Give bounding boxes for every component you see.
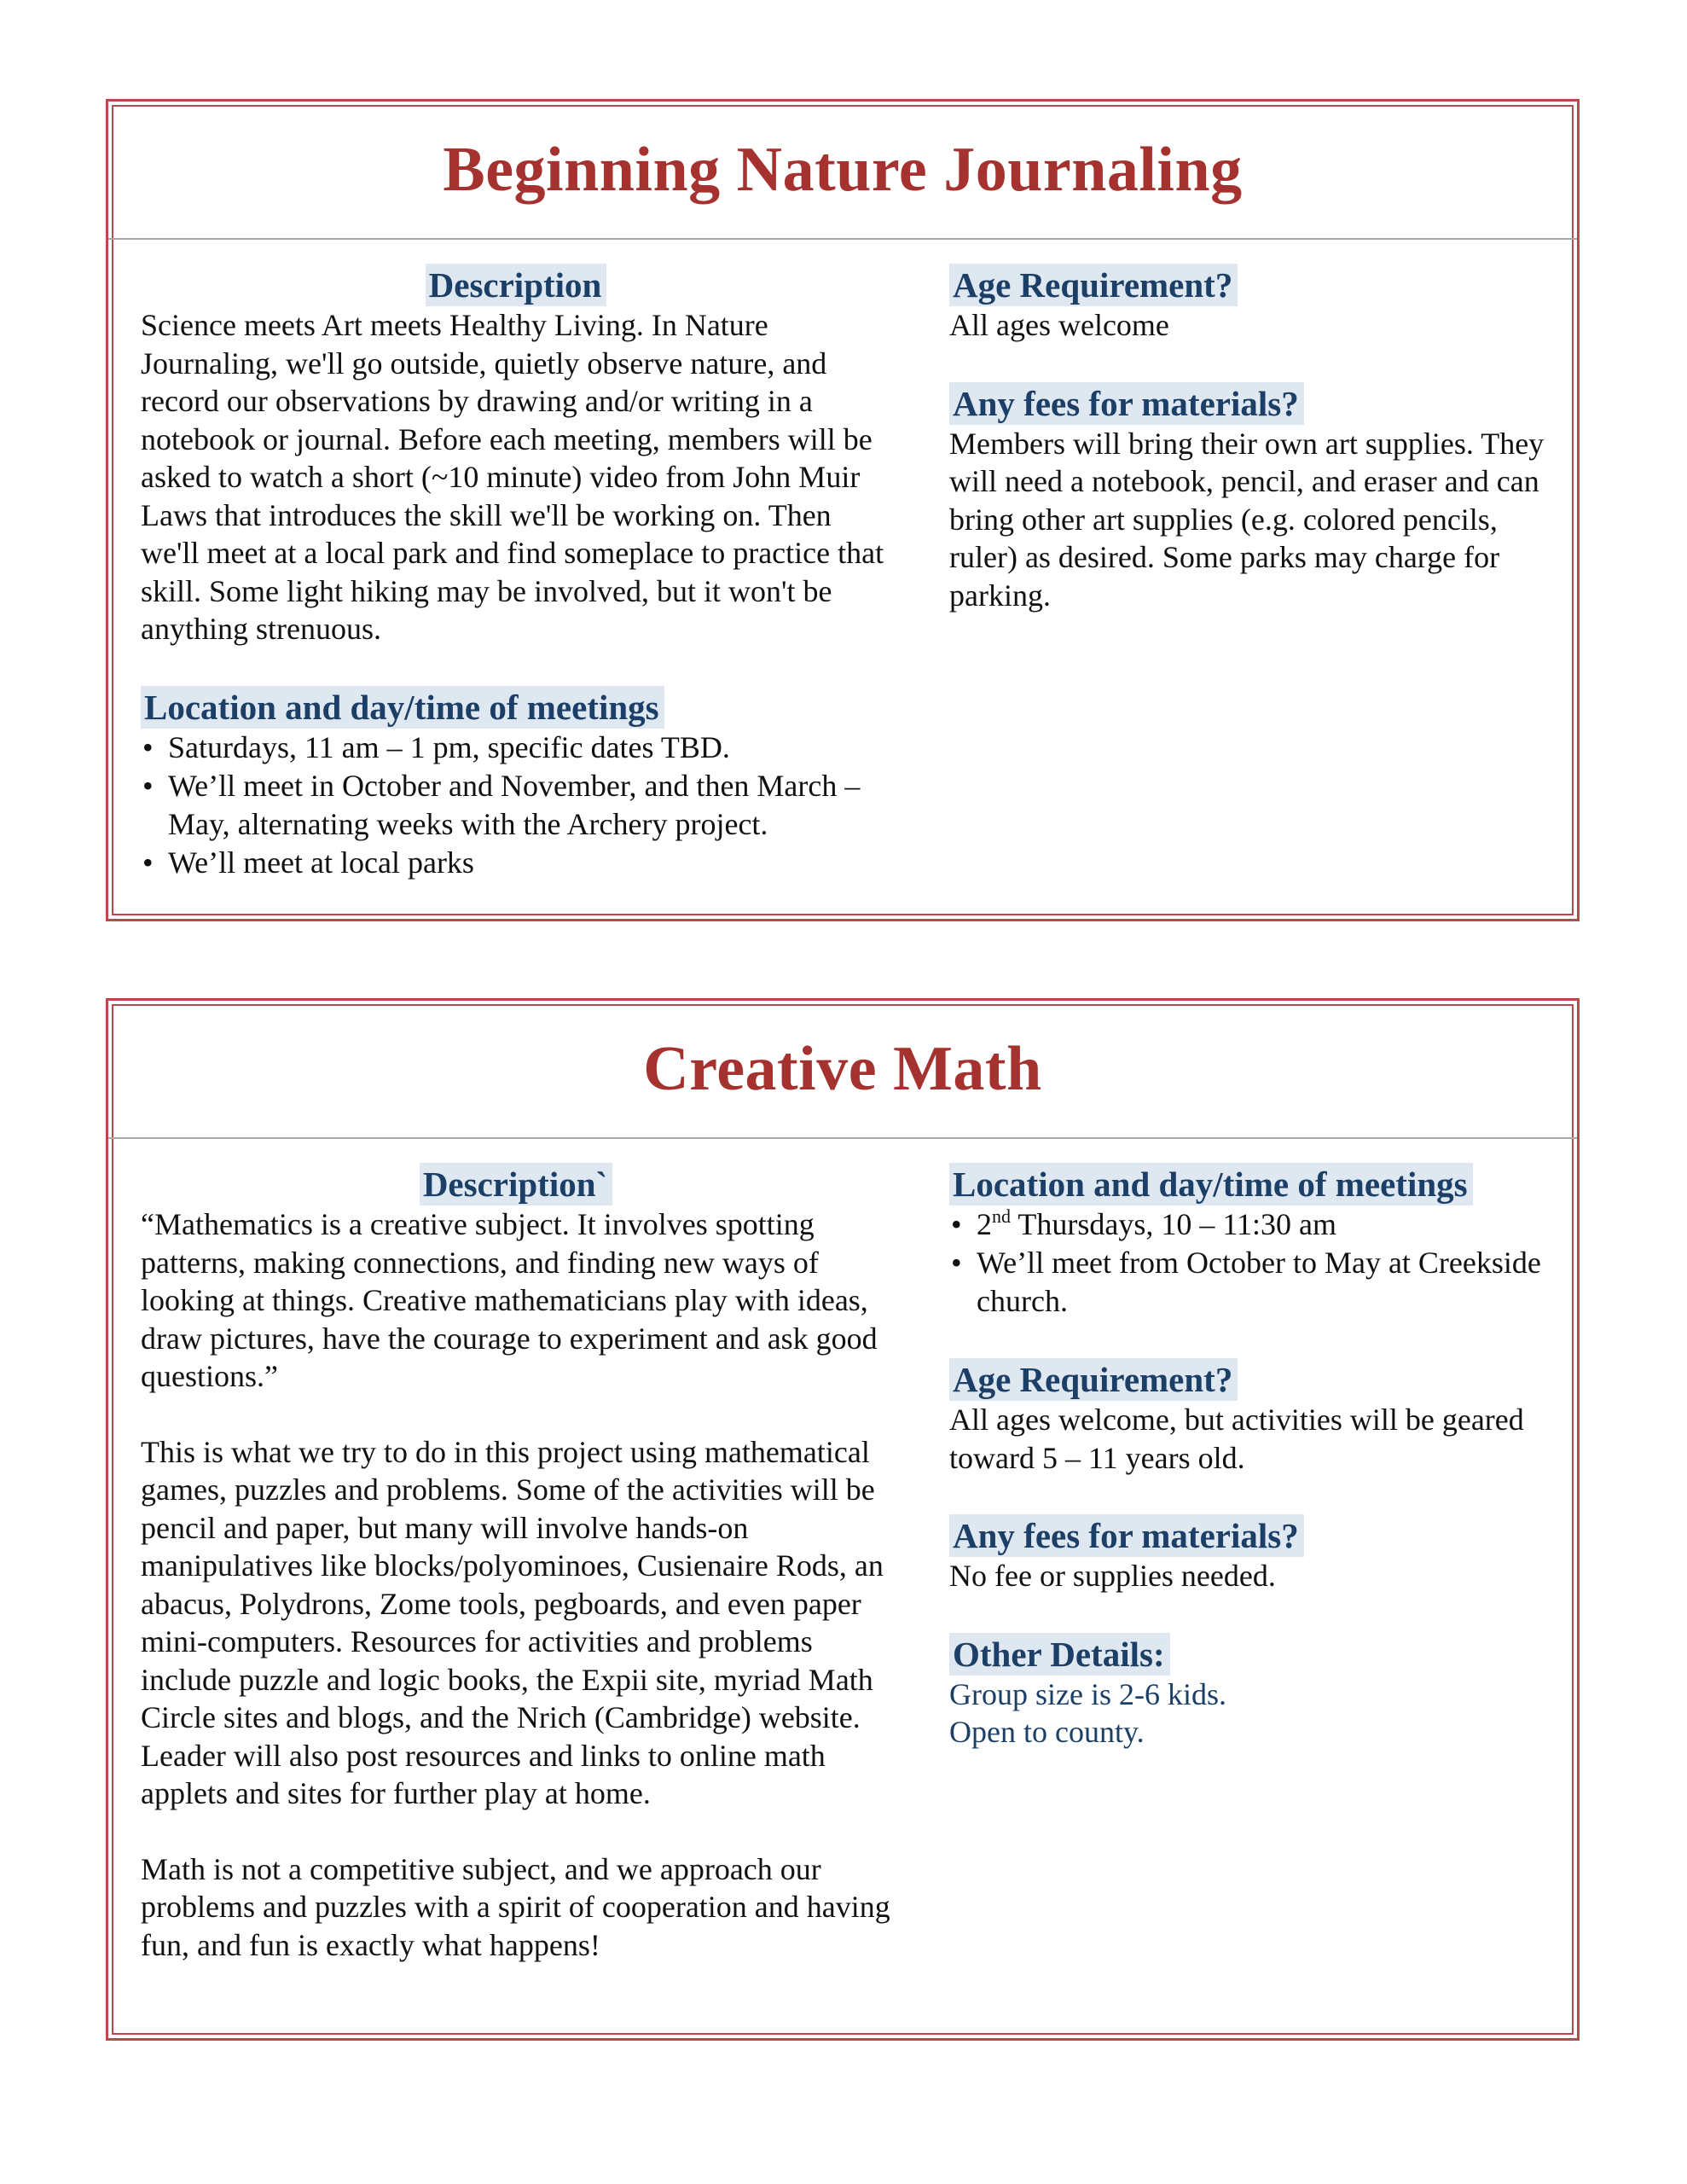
bullet-icon: • xyxy=(951,1207,962,1241)
bullet-icon: • xyxy=(142,729,154,764)
bullet-icon: • xyxy=(142,768,154,803)
card-title: Creative Math xyxy=(643,1033,1042,1104)
other-details-heading: Other Details: xyxy=(949,1633,1170,1676)
card-header xyxy=(108,1001,1577,1139)
age-heading: Age Requirement? xyxy=(949,1358,1238,1401)
left-column xyxy=(141,1163,891,1964)
other-details-line-2: Open to county. xyxy=(949,1715,1145,1749)
description-heading: Description` xyxy=(420,1163,612,1205)
bullet-icon: • xyxy=(142,845,154,880)
age-heading: Age Requirement? xyxy=(949,264,1238,306)
left-column xyxy=(141,264,891,882)
description-paragraph-1: “Mathematics is a creative subject. It involves spotting patterns, making connections, and finding new ways of looking at things. Creative mathematicians play with ideas, draw pictures, have the courage to experiment and ask good questions.” xyxy=(141,1207,878,1393)
card-header xyxy=(108,102,1577,240)
age-text: All ages welcome xyxy=(949,308,1169,342)
bullet-icon: • xyxy=(951,1246,962,1280)
location-list xyxy=(141,729,891,882)
description-paragraph-3: Math is not a competitive subject, and we approach our problems and puzzles with a spirit of cooperation and having fun, and fun is exactly what happens! xyxy=(141,1851,890,1962)
project-card-creative-math xyxy=(106,998,1580,2041)
card-title: Beginning Nature Journaling xyxy=(443,134,1243,205)
other-details-line-1: Group size is 2-6 kids. xyxy=(949,1676,1226,1711)
location-list xyxy=(949,1205,1563,1321)
list-item: • We’ll meet from October to May at Creekside church. xyxy=(951,1246,1541,1318)
fees-text: Members will bring their own art supplies. They will need a notebook, pencil, and eraser and can bring other art supplies (e.g. colored pencils, ruler) as desired. Some parks may charge for parking. xyxy=(949,426,1545,613)
description-paragraph-2: This is what we try to do in this project using mathematical games, puzzles and problems. Some of the activities will be pencil and paper, but many will involve hands-on manipulatives like blocks/polyominoes, Cusienaire Rods, an abacus, Polydrons, Zome tools, pegboards, and even paper mini-computers. Resources for activities and problems include puzzle and logic books, the Expii site, myriad Math Circle sites and blogs, and the Nrich (Cambridge) website. Leader will also post resources and links to online math applets and sites for further play at home. xyxy=(141,1434,884,1810)
right-column xyxy=(949,1163,1563,1751)
fees-heading: Any fees for materials? xyxy=(949,1514,1304,1557)
project-card-nature-journaling xyxy=(106,99,1580,921)
description-text: Science meets Art meets Healthy Living. In Nature Journaling, we'll go outside, quietly observe nature, and record our observations by drawing and/or writing in a notebook or journal. Before each meeting, members will be asked to watch a short (~10 minute) video from John Muir Laws that introduces the skill we'll be working on. Then we'll meet at a local park and find someplace to practice that skill. Some light hiking may be involved, but it won't be anything strenuous. xyxy=(141,308,884,646)
list-item: • 2nd Thursdays, 10 – 11:30 am xyxy=(949,1205,1563,1244)
age-text: All ages welcome, but activities will be geared toward 5 – 11 years old. xyxy=(949,1403,1524,1475)
fees-heading: Any fees for materials? xyxy=(949,382,1304,425)
location-heading: Location and day/time of meetings xyxy=(141,686,664,729)
location-heading: Location and day/time of meetings xyxy=(949,1163,1473,1205)
list-item: • We’ll meet at local parks xyxy=(141,844,891,882)
description-heading: Description xyxy=(426,264,607,306)
right-column xyxy=(949,264,1563,614)
fees-text: No fee or supplies needed. xyxy=(949,1559,1276,1593)
list-item: • We’ll meet in October and November, and then March – May, alternating weeks with the Archery project. xyxy=(142,768,861,841)
list-item: • Saturdays, 11 am – 1 pm, specific dates TBD. xyxy=(141,729,891,767)
